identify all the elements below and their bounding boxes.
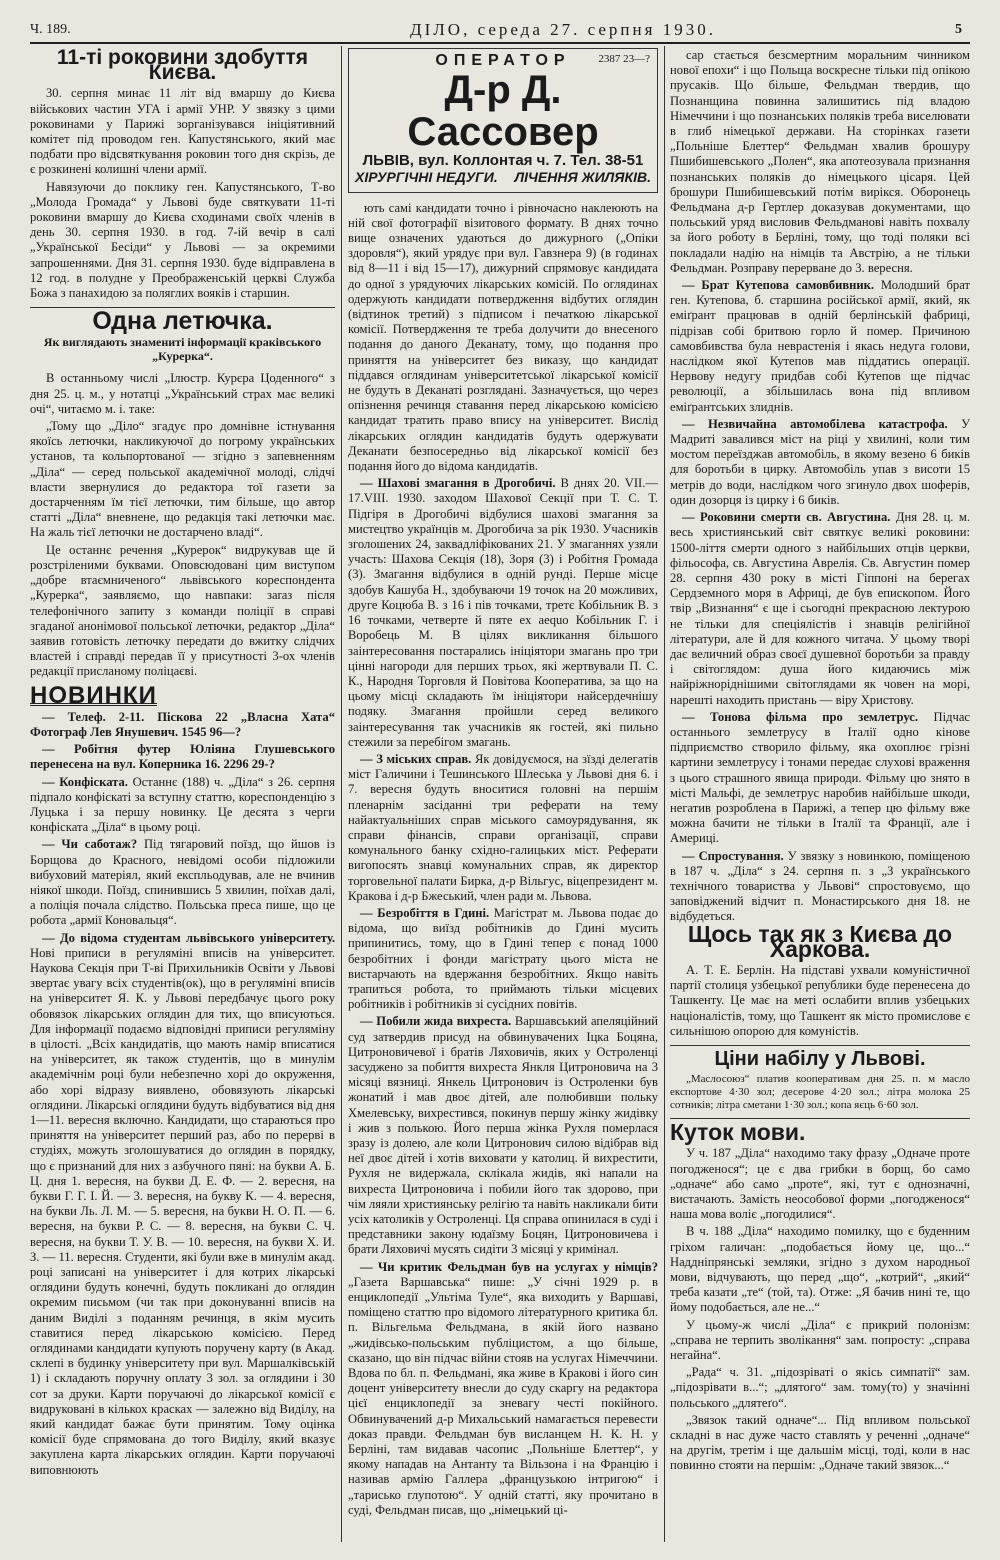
news-heading: — Безробіття в Гдині.	[360, 905, 490, 920]
paragraph: А. Т. Е. Берлін. На підставі ухвали комуністичної партії столиця узбецької републики буде перенесена до Ташкенту. Це має на меті ослабити вплив узбецьких націоналістів, тому, що Ташкент як місто промислове є сильнішою опорою для комуністів.	[670, 962, 970, 1038]
news-text: — Робітня футер Юліяна Глушевського перенесена на вул. Коперника 16. 2296 29-?	[30, 742, 335, 772]
news-item	[30, 710, 335, 740]
doctor-advertisement	[348, 48, 658, 193]
news-heading: — Шахові змагання в Дрогобичі.	[360, 476, 556, 491]
paragraph: „Рада“ ч. 31. „підозріваті о якісь симпатії“ зам. „підозрівати в...“; „длятого“ зам. тому(то) у значінні польського „длятеґо“.	[670, 1365, 970, 1410]
page-header	[30, 20, 970, 42]
paragraph: „Звязок такий одначе“... Під впливом польської складні в нас дуже часто ставлять у реченні „одначе“ на другім, третім і ще дальшім місці, тоді, коли в нас повинно стояти на першім: „Одначе такий звязок...“	[670, 1412, 970, 1473]
news-text: Магістрат м. Львова подає до відома, що виїзд робітників до Гдині мусить припинитись, тому, що в Гдині тепер є понад 1000 безробітних і фонди магістрату цього міста не вистарчають на вдержання безробітних. Якщо навіть трапиться робота, то приймають тільки місцевих робітників і робітників зі сусідних повітів.	[348, 905, 658, 1012]
news-text: У звязку з новинкою, поміщеною в 187 ч. „Діла“ з 24. серпня п. з „З українського технічного товариства у Львові“ спростовуємо, що заповіджений відчит п. Монастирського дня 18. не відбудеться.	[670, 848, 970, 924]
news-item	[670, 710, 970, 847]
paragraph: У ч. 187 „Діла“ находимо таку фразу „Одначе проте погодженося“; це є два грибки в борщ, бо само „одначе“ або само „проте“, які, тут є однозначні, вистачають. Замість неособової форми „погодженося“ наша мова воліє „погодилися“.	[670, 1146, 970, 1222]
news-text: Варшавський апеляційний суд затвердив присуд на обвинувачених Іцка Боцяна, Цитроновичевої і братів Ляховичів, яких у Остроленці засуджено за побиття вихреста Янкля Цитроновича на 3 місяці вязниці. Янкель Цитронович із Остроленки був жонатий і мав двоє дітей, але полюбивши польку Хмелевську, вихрестився, покинув першу жінку жидівку і жив з полькою. Його перша жінка Рухля померлася зразу із долею, але коли Цитронович силою відібрав від неї двоє дітей і хотів виховати у католиц. й вихрестити, Рухля не видержала, склікала жидів, які напали на вихреста Цитроновича і побили його так здорово, при чім ляяли християнську релігію та навіть накликали бити усіх католиків у Остроленці. Ця справа опинилася в суді і представники закону юдаїзму Боцян, Цитроновичева і брати Ляховичі мусять сидіти 3 місяці у кримінал.	[348, 1014, 658, 1257]
news-item	[348, 476, 658, 750]
news-item	[348, 1260, 658, 1518]
paragraph: У цьому-ж числі „Діла“ є прикрий полонізм: „справа не терпить зволікання“ зам. попросту: „справа негайна“.	[670, 1317, 970, 1363]
news-text: У Мадриті завалився міст на ріці у хвилині, коли тим мостом переїзджав автомобіль, в якому везено 6 биків для боротьби в цирку. Автомобіль упав з висоти 15 метрів до води, наслідком чого згинуло двох шоферів, один дозорця із цирку і 6 биків.	[670, 416, 970, 507]
news-heading: — Спростування.	[682, 848, 784, 863]
news-item	[670, 510, 970, 708]
paragraph: Це останнє речення „Курерок“ видрукував ще й розстріленими буквами. Оповсюдовані цим виступом „добре втаємниченого“ львівського кореспондента „Курерка“, заявляємо, що навпаки: заraз після телефонічного запиту з команди поліції в справі згаданої анонімової польської летючки, редактор „Діла“ заявив готовість летючку передати до вжитку слідчих властей і справді передав її у присутності 3-ох членів редакції присланому поліцаєві.	[30, 542, 335, 679]
paragraph: 30. серпня минає 11 літ від вмаршу до Києва військових частин УГА і армії УНР. У звязку з цими роковинами у Парижі зорганізувався ініціятивний комітет під проводом ген. Капустянського, який має подбати про відсвяткування роковин того дня скрізь, де є розкинені колишні члени армії.	[30, 86, 335, 177]
news-text: Молодший брат ген. Кутепова, б. старшина російської армії, який, як еміґрант працював в одній берлінській фабриці, підрізав собі бритвою горло й помер. Причиною самовбивства була невраcтенія і якась недуга голови, наслідком якої Кутепов мав піддатись операції. Нервову недугу придбав собі Кутепов ще підчас революції, а збільшилась вона під впливом еміґрантських злиднів.	[670, 278, 970, 414]
paragraph: Навязуючи до поклику ген. Капустянського, Т-во „Молода Громада“ у Львові буде святкувати 11-ті роковини вмаршу до Києва сходинами своїх членів в день 30. серпня 1930. в год. 7-ій вечір в салі „Української Бесіди“ у Львові — за окремими запрошеннями. Дня 31. серпня 1930. буде відправлена в 12 год. в полудне у Преображенській церкві Служба Божа з панахидою за поляглих вояків і старшин.	[30, 179, 335, 301]
column-2	[348, 48, 658, 1542]
news-item	[348, 1014, 658, 1257]
news-heading: — До відома студентам львівського університету.	[42, 930, 335, 945]
news-heading: — З міських справ.	[360, 751, 472, 766]
ad-specialties	[355, 170, 651, 185]
news-heading: — Тонова фільма про землетрус.	[682, 709, 918, 724]
column-1	[30, 48, 335, 1542]
article-title-leaflet: Одна летючка.	[92, 307, 273, 336]
ad-specialty: ЛІЧЕННЯ ЖИЛЯКІВ.	[514, 169, 651, 186]
column-divider	[341, 46, 342, 1542]
news-heading: — Брат Кутепова самовбивник.	[682, 278, 875, 293]
news-heading: — Чи саботаж?	[42, 837, 138, 852]
masthead-line: ДІЛО, середа 27. серпня 1930.	[410, 20, 716, 39]
news-text: Під тягаровий поїзд, що йшов із Борщова до Красного, невідомі особи підложили вибуховий матеріял, який експльодував, але не вчинив ніякої шкоди. Поїзд, спинившись 5 хвилин, поїхав далі, а поліція почала слідство. Польська преса пише, що це робота „армії Коновальця“.	[30, 837, 335, 928]
paragraph: В ч. 188 „Діла“ находимо помилку, що є буденним гріхом галичан: „подобається йому це, що...“ Наддніпрянські земляки, згідно з духом народньої мови, відчувають, що перед „що“, „котрий“, „який“ треба казати „те“ (той, та). Отже: „Я бачив нині те, що йому подобається, але не...“	[670, 1224, 970, 1315]
news-item	[30, 742, 335, 772]
issue-number: Ч. 189.	[30, 22, 71, 37]
news-text: Дня 28. ц. м. весь християнський світ святкує великі роковини: 1500-ліття смерти одного з найбільших отців церкви, фільософа, св. Августина Аврелія. Св. Августин помер 28. серпня 430 року в місті Гіппоні на берегах Сердземного моря в Африці, де був епископом. Його твір „Визнання“ є ще і сьогодні прекрасною лектурою не тільки для спеціялістів і знавців релігійної літератури, але й для кожного читача. У цьому творі дає величний образ своєї душевної боротьби за правду і світоглядом: душа його кидаючись між найріжноріднішими світоглядами як човен на морі, нарешті находить пристань — віру Христову.	[670, 510, 970, 707]
news-text: Останнє (188) ч. „Діла“ з 26. серпня підпало конфіскаті за вступну статтю, кореспонденцію з Луцька і за першу новинку. Це десята з черги конфіската „Діла“ в цьому році.	[30, 774, 335, 835]
divider	[670, 1045, 970, 1046]
news-text: „Газета Варшавська“ пише: „У січні 1929 р. в енциклопедії „Ультіма Туле“, яка виходить у Варшаві, поміщено статтю про відомого літературного критика бл. п. Вільгельма Фельдмана, в якій його названо „жидівсько-польським публіцистом, а що більше, сказано, що він підчас війни стояв на услугах Німеччини. Вдова по бл. п. Фельдмані, яка живе в Кракові і його син доцент університету внесли до суду скаргу на редактора цієї енциклопедії за зневагу честі покійного. Обвинувачений д-р Михальський намагається перевести доказ правди. Фельдман був висланцем Н. К. Н. у Берліні, там видавав часопис „Польніше Блеттер“, у якому нападав на Антанту та Вільзона і на Францію і називав армію Галлера „французькою інтригою“ і „тарисько глупотою“. У одній статті, яку прочитано в суді, Фельдман писав, що „німецький ці-	[348, 1274, 658, 1517]
column-3	[670, 48, 970, 1542]
paragraph: „Маслосоюз“ платив кооперативам дня 25. п. м масло експортове 4·30 зол; десерове 4·20 зол.; літра молока 25 сотників; літра сметани 1·30 зол.; копа яєць 6·60 зол.	[670, 1073, 970, 1112]
news-item	[348, 752, 658, 904]
article-title-prices: Ціни набілу у Львові.	[714, 1048, 926, 1070]
paragraph: ють самі кандидати точно і рівночасно наклеюють на ній свої фотографії візитового формату. В днях точно вище означених удаються до дижурного („Опіки здоровля“), який урядує при вул. Гавзнера 9) (в годинах від 8—11 і від 15—17), дижурний спрямовує кандидата до одної з урядуючих лікарських комісій. По оглядинах одержують кандидати потвердження відбутих оглядин (відтинок третий) з підписом і печаткою лікарської комісії. Потвердження те треба долучити до внесеного подання до даного Деканату, тому, що подання про приняття на університет без виказу, що кандидат піддався оглядинам університетської лікарської комісії не будуть в Деканаті розглядані. Зазначується, що через опізнення речинця ставання перед лікарською комісією кандидат тратить право впису на університет. Вислід лікарських оглядин кандидатів будуть одержувати Деканати безпосередньо від лікарської комісії без подання його до відома кандидатів.	[348, 200, 658, 474]
section-title-news: НОВИНКИ	[30, 681, 157, 709]
column-divider	[664, 46, 665, 1542]
page-number: 5	[955, 22, 962, 37]
news-heading: — Роковини смерти св. Августина.	[682, 510, 891, 525]
news-heading: — Конфіската.	[42, 774, 128, 789]
news-heading: — Побили жида вихреста.	[360, 1014, 512, 1029]
news-text: — Телеф. 2-11. Піскова 22 „Власна Хата“ Фотограф Лев Янушевич. 1545 96—?	[30, 709, 335, 739]
news-item	[30, 775, 335, 836]
article-title-kharkiv: Щось так як з Києва до Харкова.	[687, 920, 953, 962]
ad-operator-label: ОПЕРАТОР	[435, 52, 571, 69]
paragraph: В останньому числі „Ілюстр. Курєра Цоденного“ з дня 25. ц. м., у нотатці „Український страх має великі очі“, читаємо м. і. таке:	[30, 371, 335, 416]
header-rule	[30, 42, 970, 44]
news-item	[670, 278, 970, 415]
article-subtitle: Як виглядають знамениті інформації краківського „Курерка“.	[43, 335, 322, 364]
news-item	[670, 849, 970, 925]
news-item	[670, 417, 970, 508]
article-title-language-corner: Куток мови.	[670, 1119, 806, 1146]
news-heading: — Чи критик Фельдман був на услугах у німців?	[360, 1259, 658, 1274]
paragraph: „Тому що „Діло“ згадує про домнівне істнування якоїсь летючки, накликуючої до погрому українських установ, та кольпортованої — згідно з запевненням „Діла“ — серед польської академічної молоді, слідчі власти звернулися до редактора тої газети за достарченням їм тієї летючки, тим більше, що автор статті „Діла“ вневнене, що редакція такі летючки має. На жаль тієї летючки не достарчено владі“.	[30, 419, 335, 540]
ad-code: 2387 23—?	[598, 53, 650, 65]
news-item	[30, 837, 335, 928]
ad-specialty: ХІРУРГІЧНІ НЕДУГИ.	[355, 169, 498, 186]
article-title-kyiv: 11-ті роковини здобуття Києва.	[56, 48, 309, 85]
news-heading: — Незвичайна автомобілева катастрофа.	[682, 416, 948, 431]
news-item	[30, 931, 335, 1478]
news-text: Підчас останнього землетрусу в Італії одно кінове підприємство створило фільму, яка охоплює грізні картини землетрусу і тонами передає слухові враження з цього страшного явища природи. Фільму цю знято в місті Мальфі, де землетрус наробив найбільше шкоди, негатив розроблена в Парижі, а тепер цю фільму вже можна бачити не тільки в Італії та Франції, але і Америці.	[670, 709, 970, 846]
ad-doctor-name: Д-р Д. Сассовер	[407, 68, 599, 155]
news-text: Як довідуємося, на зїзді делегатів міст Галичини і Тешинського Шлеська у Львові дня 6. і 7. вересня будуть вноситися головні на першім пленарнім засіданні три реферати на тему найактуальніших справ міського самоурядування, як справи фінансів, справи організації, справи комунального банку східно-галицьких міст. Реферати вигопосять знавці комунальних справ, як директор торговельної палати Бирка, д-р Вільгус, віцепрезидент м. Кракова і д-р Бжеський, член ради м. Львова.	[348, 751, 658, 903]
paragraph: сар стається безсмертним моральним чинником нової епохи“ і що Польща воскресне тільки під опікою прусаків. Що більше, Фельдман твердив, що Познанщина повинна залишитись під владою Німеччини і що познанських поляків треба виселювати в глиб німецької держави. На сторінках газети „Польніше Блеттер“ Фельдман хвалив брошуру Пшибишевського „Полен“, яка апотеозувала признання познанських поляків до німецького цісаря. Цей брошури Пшибишевський потім вирікся. Оборонець Фельдмана д-р Гертлер доказував документами, що польський уряд висловив Фельдманові навіть похвалу за його роботу в Берліні, тому, що тоді поляки всі покладали надію на німців та Австрію, а не тільки Фельдман. Розправу перерване до 3. вересня.	[670, 48, 970, 275]
news-text: Нові приписи в регуляміні вписів на університет. Наукова Секція при Т-ві Прихильників Освіти у Львові звертає увагу всіх студентів(ок), що в регуляміні вписів на університет Я. К. у Львові передбачує цього року обовязок лікарських оглядин для тих, що вписуються. Для інформації подаємо відповідні приписи регуляміну в цілості. „Всіх кандидатів, що мають намір вписатися на університет, як також студентів, що в минулім академічнім році були небезпечно хорі до окруження, або хорі відразу виявлено, обовязують лікарські оглядини. Лікарські оглядини будуть відбуватися від дня 1—11. вересня включно. Кандидати, що стараються про приняття на університет перший раз, або по перерві в студіях, можуть зголошуватися до оглядин в порядку, що є признаний для них з азбучного пяні: на букви А. Б. Ц. дня 1. вересня, на букви Д. Е. Ф. — 2. вересня, на букви Г. Г. І. Й. — 3. вересня, на букву К. — 4. вересня, на букви Ль. Л. М. — 5. вересня, на букви Н. О. П. — 6. вересня, на букви Р. С. — 8. вересня, на букви С. Ч. вересня, на букви Т. У. В. — 10. вересня, на букви Х. И. З. — 11. вересня. Студенти, які були вже в минулім акад. році записані на університет і для котрих лікарські оглядини будуть конечні, будуть покликані до оглядин окремим письмом (чи так при доконуванні вписів на даним Виділі з поданням речинця, в якім мусить ставитися перед лікарською комісією. Перед оглядинами кандидати купують поручену карту (в Акад. склепі в будинку університету при вул. Маршалківській 1) і складають поручну оплату 3 зол. за оглядини і 30 сот за друки. Карти поручаючі до лікарської комісії є видруковані в кількох красках — залежно від Виділу, на який кандидат бажає бути принятим. Тому оцінка комісії буде спрямована до того Виділу, який вказує закуплена карта лікарських оглядин. Карти поручаючі виповнюють	[30, 945, 335, 1477]
news-text: В днях 20. VII.—17.VIII. 1930. заходом Шахової Секції при Т. С. Т. Підгіря в Дрогобичі відбулися шахові змагання за мистецтво українців м. Дрогобича за рік 1930. Учасників зголошених 24, заквадліфікованих 21. У змаганнях узяли участь: Шахова Секція (18), Зоря (3) і Робітня Громада (3). Змагання відбулися в одній рунді. Перше місце здобув Кашуба Н., здобуваючи 19 точок на 20 можливих, друге Коцюба В. з 16 і пів точками, третє Кобільник В. з 16 точками, четверте й пяте ex aequo Кобільник Г. і Воробець М. В цілях викликання більшого заінтересовання постарались ініціятори змагань про три цінні нагороди для перших трьох, які жертвували П. С. К., Народня Торговля й Повітова Кооператива, за що на цьому місці складають їм ініціятори найсердечнішу подяку. Змагання пройшли серед великого заінтересування так учасників як гостей, які пильно стежили за перебігом змагань.	[348, 476, 658, 749]
ad-address: ЛЬВІВ, вул. Коллонтая ч. 7. Тел. 38-51	[362, 152, 644, 170]
news-item	[348, 906, 658, 1012]
